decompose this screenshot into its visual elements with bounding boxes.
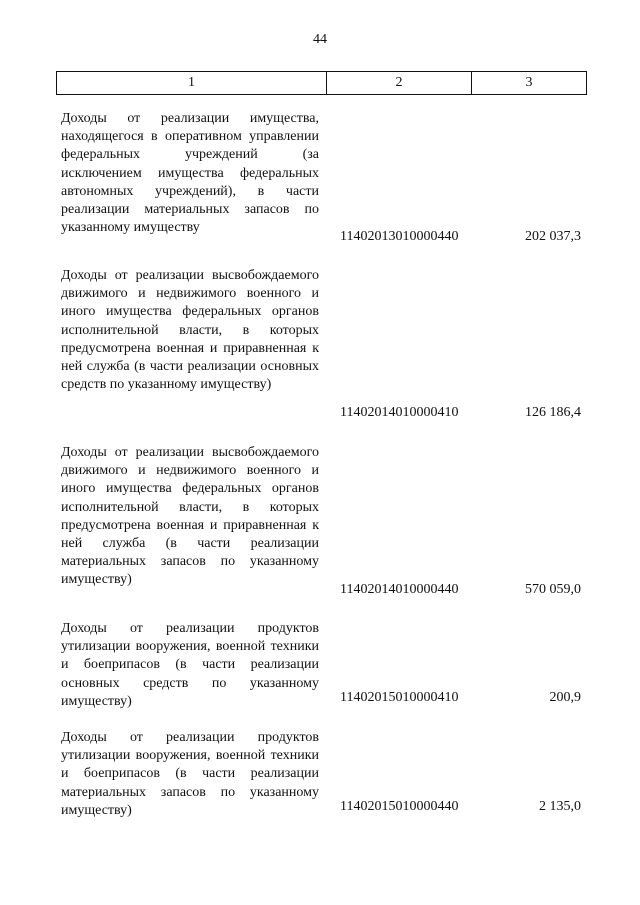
row-description: Доходы от реализации имущества, находящегося в оперативном управлении федеральных учреждений (за исключением имущества федеральных автономных учреждений), в части реализации материальных запасов по указанному имуществу [61,111,319,236]
row-code: 11402015010000410 [340,690,459,705]
row-amount: 200,9 [549,690,581,705]
row-code: 11402013010000440 [340,229,459,244]
table-header-row [56,71,587,95]
table-header-column-3: 3 [525,75,533,90]
row-amount: 126 186,4 [525,405,581,420]
page-number: 44 [313,32,327,47]
row-amount: 2 135,0 [539,799,581,814]
row-code: 11402014010000410 [340,405,459,420]
row-description: Доходы от реализации продуктов утилизации вооружения, военной техники и боеприпасов (в части реализации материальных запасов по указанному имуществу) [61,730,319,818]
row-code: 11402015010000440 [340,799,459,814]
table-header-column-2: 2 [327,72,472,94]
row-code: 11402014010000440 [340,582,459,597]
row-description: Доходы от реализации высвобождаемого движимого и недвижимого военного и иного имущества федеральных органов исполнительной власти, в которых предусмотрена военная и приравненная к ней служба (в части реализации материальных запасов по указанному имуществу) [61,445,319,588]
row-description: Доходы от реализации высвобождаемого движимого и недвижимого военного и иного имущества федеральных органов исполнительной власти, в которых предусмотрена военная и приравненная к ней служба (в части реализации основных средств по указанному имуществу) [61,268,319,393]
row-description: Доходы от реализации продуктов утилизации вооружения, военной техники и боеприпасов (в части реализации основных средств по указанному имуществу) [61,621,319,709]
row-amount: 570 059,0 [525,582,581,597]
table-header-column-1: 1 [57,72,327,94]
row-amount: 202 037,3 [525,229,581,244]
